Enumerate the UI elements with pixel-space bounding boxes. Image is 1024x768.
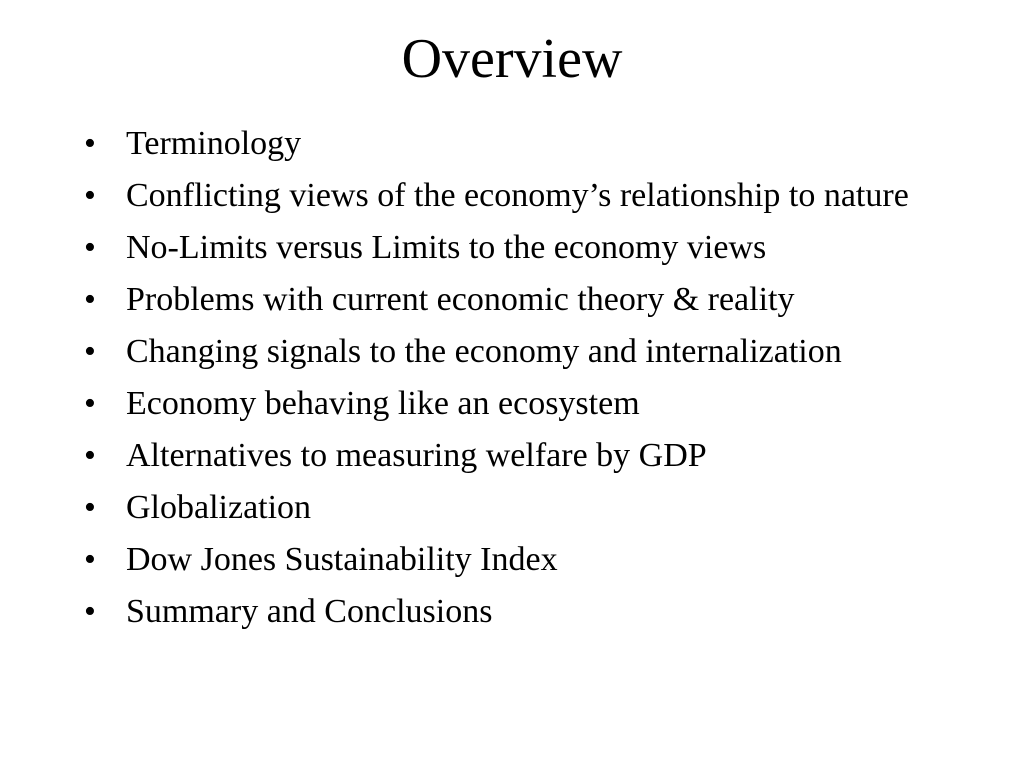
bullet-icon: • [84,541,96,578]
bullet-icon: • [84,489,96,526]
list-item-text: Changing signals to the economy and internalization [126,333,842,370]
list-item [84,278,964,321]
list-item [84,330,964,373]
list-item-text: Economy behaving like an ecosystem [126,385,640,422]
list-item-text: No-Limits versus Limits to the economy views [126,229,767,266]
bullet-list [84,122,964,642]
bullet-icon: • [84,125,96,162]
list-item-text: Alternatives to measuring welfare by GDP [126,437,707,474]
list-item [84,486,964,529]
bullet-icon: • [84,593,96,630]
bullet-icon: • [84,437,96,474]
list-item [84,226,964,269]
bullet-icon: • [84,385,96,422]
list-item [84,122,964,165]
bullet-icon: • [84,333,96,370]
list-item [84,382,964,425]
list-item-text: Terminology [126,125,302,162]
bullet-icon: • [84,177,96,214]
list-item-text: Summary and Conclusions [126,593,493,630]
list-item-text: Conflicting views of the economy’s relationship to nature [126,177,909,214]
list-item [84,434,964,477]
list-item [84,538,964,581]
list-item-text: Globalization [126,489,312,526]
list-item-text: Problems with current economic theory & reality [126,281,795,318]
list-item [84,174,964,217]
list-item [84,590,964,633]
slide-title: Overview [401,28,623,90]
bullet-icon: • [84,229,96,266]
list-item-text: Dow Jones Sustainability Index [126,541,558,578]
bullet-icon: • [84,281,96,318]
